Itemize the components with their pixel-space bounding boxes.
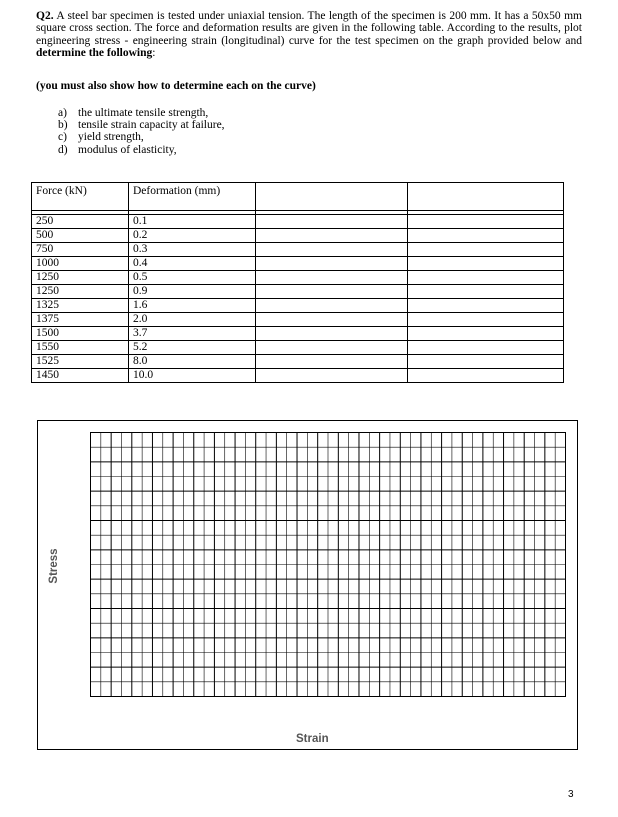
empty-cell [256, 355, 408, 369]
force-cell: 250 [32, 215, 129, 229]
force-cell: 1525 [32, 355, 129, 369]
task-item-d [58, 144, 225, 156]
task-letter: a) [58, 107, 67, 119]
deformation-cell: 0.5 [129, 271, 256, 285]
question-bold-phrase: determine the following [36, 47, 153, 60]
table-row [32, 327, 564, 341]
task-item-a [58, 107, 225, 119]
deformation-cell: 5.2 [129, 341, 256, 355]
force-cell: 750 [32, 243, 129, 257]
task-text: modulus of elasticity, [78, 143, 177, 156]
table-row [32, 285, 564, 299]
table-row [32, 215, 564, 229]
table-row [32, 355, 564, 369]
table-row [32, 243, 564, 257]
empty-cell [256, 215, 408, 229]
table-row [32, 229, 564, 243]
force-cell: 1550 [32, 341, 129, 355]
empty-cell [256, 271, 408, 285]
table-row [32, 257, 564, 271]
deformation-cell: 0.3 [129, 243, 256, 257]
empty-cell [408, 271, 564, 285]
x-axis-label: Strain [296, 733, 329, 745]
force-cell: 1000 [32, 257, 129, 271]
deformation-cell: 0.4 [129, 257, 256, 271]
empty-cell [256, 243, 408, 257]
empty-cell [408, 285, 564, 299]
empty-cell [408, 369, 564, 383]
header-deformation: Deformation (mm) [129, 183, 256, 211]
empty-cell [256, 229, 408, 243]
table-row [32, 313, 564, 327]
table-row [32, 369, 564, 383]
page-number: 3 [568, 789, 574, 800]
question-number: Q2. [36, 10, 54, 22]
empty-cell [408, 327, 564, 341]
force-cell: 1250 [32, 271, 129, 285]
table-body [32, 211, 564, 383]
graph-paper-grid [90, 432, 566, 697]
deformation-cell: 1.6 [129, 299, 256, 313]
empty-cell [256, 285, 408, 299]
question-text [36, 10, 582, 60]
empty-cell [256, 341, 408, 355]
table-row [32, 341, 564, 355]
empty-cell [408, 243, 564, 257]
task-text: tensile strain capacity at failure, [78, 119, 225, 132]
force-cell: 1250 [32, 285, 129, 299]
task-letter: b) [58, 119, 68, 132]
header-blank-2 [408, 183, 564, 211]
empty-cell [408, 229, 564, 243]
empty-cell [256, 313, 408, 327]
task-item-c [58, 131, 225, 143]
task-letter: d) [58, 143, 68, 156]
task-letter: c) [58, 131, 67, 144]
deformation-cell: 0.1 [129, 215, 256, 229]
deformation-cell: 0.9 [129, 285, 256, 299]
instruction-text: (you must also show how to determine each on the curve) [36, 80, 316, 92]
force-cell: 1325 [32, 299, 129, 313]
y-axis-label: Stress [48, 548, 60, 584]
question-end: : [152, 47, 156, 60]
task-text: yield strength, [78, 131, 144, 144]
question-body: A steel bar specimen is tested under uniaxial tension. The length of the specimen is 200 mm. It has a 50x50 mm square cross section. The force and deformation results are given in the following table. According to the results, plot engineering stress - engineering strain (longitudinal) curve for the test specimen on the graph provided below and [36, 10, 582, 47]
empty-cell [408, 299, 564, 313]
deformation-cell: 10.0 [129, 369, 256, 383]
force-deformation-table [31, 182, 564, 383]
empty-cell [408, 341, 564, 355]
force-cell: 1450 [32, 369, 129, 383]
header-blank-1 [256, 183, 408, 211]
header-force: Force (kN) [32, 183, 129, 211]
table-row [32, 299, 564, 313]
empty-cell [256, 327, 408, 341]
empty-cell [408, 313, 564, 327]
deformation-cell: 0.2 [129, 229, 256, 243]
empty-cell [256, 299, 408, 313]
empty-cell [256, 369, 408, 383]
empty-cell [256, 257, 408, 271]
task-item-b [58, 119, 225, 131]
deformation-cell: 2.0 [129, 313, 256, 327]
empty-cell [408, 257, 564, 271]
empty-cell [408, 355, 564, 369]
force-cell: 1500 [32, 327, 129, 341]
table-row [32, 271, 564, 285]
table-header-row [32, 183, 564, 211]
empty-cell [408, 215, 564, 229]
force-cell: 500 [32, 229, 129, 243]
deformation-cell: 8.0 [129, 355, 256, 369]
deformation-cell: 3.7 [129, 327, 256, 341]
task-list [58, 107, 225, 156]
force-cell: 1375 [32, 313, 129, 327]
task-text: the ultimate tensile strength, [78, 107, 209, 119]
